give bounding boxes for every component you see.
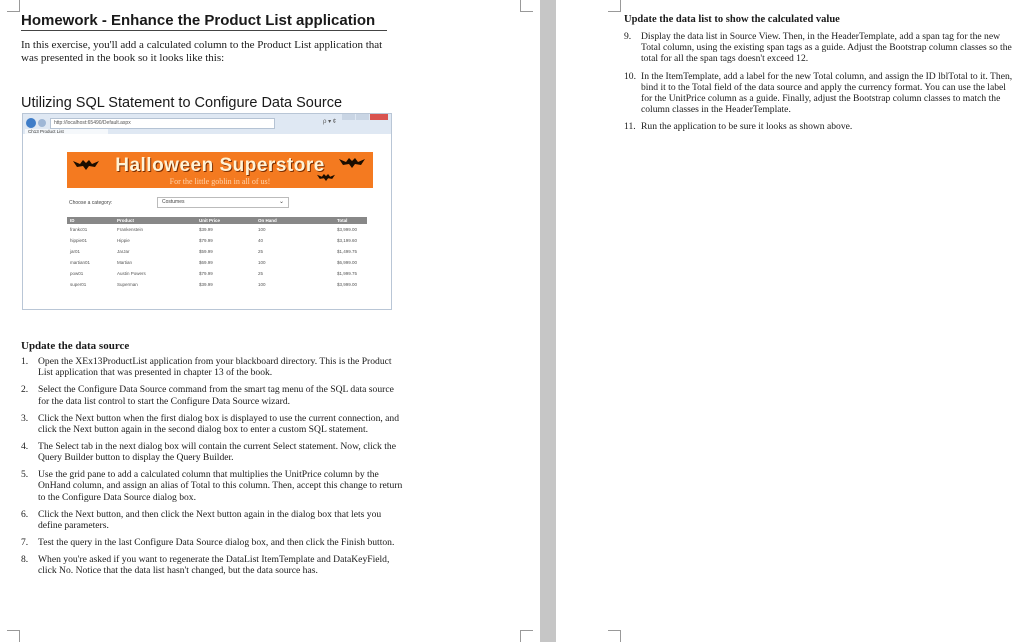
cell-id: pow01 [70, 271, 84, 276]
browser-chrome [23, 114, 391, 134]
step-number: 9. [624, 31, 632, 42]
list-item [624, 31, 1014, 65]
column-header: ID [70, 218, 75, 223]
product-grid-header [67, 217, 367, 224]
data-source-steps [21, 356, 403, 582]
cell-product: Superman [117, 282, 138, 287]
cell-total: $3,199.60 [337, 238, 358, 243]
crop-mark [520, 0, 533, 12]
step-text: Display the data list in Source View. Then, in the HeaderTemplate, add a span tag for the new Total column, using the existing span tags as a guide. Adjust the Bootstrap column classes so the total for all the span tags doesn't exceed 12. [641, 31, 1012, 65]
update-data-list-heading: Update the data list to show the calculated value [624, 14, 840, 25]
cell-total: $6,999.00 [337, 260, 358, 265]
category-dropdown [157, 197, 289, 208]
product-row [67, 259, 367, 269]
window-buttons [342, 114, 388, 120]
step-text: Click the Next button when the first dialog box is displayed to use the current connection, and click the Next button again in the second dialog box to enter a custom SQL statement. [38, 412, 400, 435]
crop-mark [608, 630, 621, 642]
address-tools-icons: ρ ▾ ¢ [323, 119, 337, 125]
product-row [67, 270, 367, 280]
browser-tab: Ch13 Product List [25, 129, 108, 134]
cell-onhand: 100 [258, 282, 266, 287]
step-number: 1. [21, 356, 29, 367]
cell-product: JarJar [117, 249, 130, 254]
step-number: 4. [21, 440, 29, 452]
list-item [21, 537, 403, 548]
step-text: In the ItemTemplate, add a label for the new Total column, and assign the ID lblTotal to it. Then, bind it to the Total field of the data source and apply the currency format. You can use the label for the UnitPrice column as a guide. Finally, adjust the Bootstrap column classes to match the column classes in the HeaderTemplate. [641, 70, 1013, 116]
cell-onhand: 25 [258, 271, 264, 276]
document-page-right [556, 0, 1024, 642]
cell-product: Frankenstein [117, 227, 144, 232]
back-arrow-icon [26, 118, 36, 128]
embedded-browser-screenshot [22, 113, 392, 310]
list-item [21, 469, 403, 503]
list-item [21, 356, 403, 378]
sql-section-heading: Utilizing SQL Statement to Configure Data Source [21, 95, 343, 111]
crop-mark [608, 0, 621, 12]
category-selected-value: Costumes [162, 199, 185, 205]
cell-id: frankc01 [70, 227, 88, 232]
step-number: 3. [21, 412, 29, 424]
cell-price: $69.99 [199, 260, 213, 265]
banner-tagline: For the little goblin in all of us! [169, 177, 271, 186]
step-number: 7. [21, 536, 29, 548]
list-item [21, 413, 403, 435]
cell-total: $3,999.00 [337, 282, 358, 287]
step-number: 8. [21, 554, 29, 566]
cell-id: hippie01 [70, 238, 88, 243]
category-label: Choose a category: [69, 200, 113, 206]
cell-price: $79.99 [199, 271, 213, 276]
crop-mark [7, 0, 20, 12]
cell-price: $59.99 [199, 249, 213, 254]
cell-onhand: 40 [258, 238, 264, 243]
step-number: 6. [21, 508, 29, 520]
column-header: Product [117, 218, 135, 223]
product-row [67, 281, 367, 291]
step-text: When you're asked if you want to regenerate the DataList ItemTemplate and DataKeyField, click No. Notice that the data list hasn't changed, but the data source has. [38, 554, 390, 577]
list-item [624, 71, 1014, 116]
column-header: On Hand [258, 218, 277, 223]
list-item [21, 554, 403, 576]
crop-mark [520, 630, 533, 642]
product-row [67, 248, 367, 258]
cell-id: jar01 [70, 249, 81, 254]
step-text: Use the grid pane to add a calculated column that multiplies the UnitPrice column by the OnHand column, and assign an alias of Total to this column. Then, accept this change to return to the Configure Data Source dialog box. [38, 469, 403, 503]
cell-product: Austin Powers [117, 271, 146, 276]
cell-price: $39.99 [199, 227, 213, 232]
step-text: Select the Configure Data Source command from the smart tag menu of the SQL data source for the data list control to start the Configure Data Source wizard. [38, 384, 394, 407]
step-text: Run the application to be sure it looks as shown above. [641, 121, 853, 133]
step-number: 10. [624, 70, 636, 82]
cell-total: $1,499.75 [337, 249, 358, 254]
list-item [21, 384, 403, 406]
cell-total: $1,999.75 [337, 271, 358, 276]
cell-price: $39.99 [199, 282, 213, 287]
list-item [624, 121, 1014, 132]
step-text: Open the XEx13ProductList application from your blackboard directory. This is the Product List application that was presented in chapter 13 of the book. [38, 356, 392, 379]
cell-price: $79.99 [199, 238, 213, 243]
step-text: Test the query in the last Configure Data Source dialog box, and then click the Finish button. [38, 536, 395, 548]
cell-total: $3,999.00 [337, 227, 358, 232]
step-number: 11. [624, 121, 636, 133]
cell-id: martian01 [70, 260, 91, 265]
step-number: 5. [21, 469, 29, 481]
step-number: 2. [21, 384, 29, 396]
forward-arrow-icon [38, 119, 46, 127]
update-data-source-heading: Update the data source [21, 340, 130, 352]
cell-onhand: 25 [258, 249, 264, 254]
list-item [21, 441, 403, 463]
column-header: Total [337, 218, 348, 223]
homework-title: Homework - Enhance the Product List application [21, 12, 387, 31]
step-text: The Select tab in the next dialog box will contain the current Select statement. Now, click the Query Builder button to display the Query Builder. [38, 440, 396, 464]
cell-product: Martian [117, 260, 133, 265]
cell-id: super01 [70, 282, 87, 287]
product-row [67, 237, 367, 247]
address-bar: http://localhost:65490/Default.aspx [50, 118, 275, 129]
data-list-steps [624, 31, 1014, 139]
list-item [21, 509, 403, 531]
column-header: Unit Price [199, 218, 221, 223]
crop-mark [7, 630, 20, 642]
cell-onhand: 100 [258, 260, 266, 265]
cell-product: Hippie [117, 238, 130, 243]
intro-paragraph: In this exercise, you'll add a calculated column to the Product List application that was presented in the book so it looks like this: [21, 39, 383, 64]
step-text: Click the Next button, and then click the Next button again in the dialog box that lets you define parameters. [38, 508, 382, 531]
product-row [67, 226, 367, 236]
chevron-down-icon: ⌄ [278, 199, 284, 205]
banner-title: Halloween Superstore [115, 155, 325, 176]
halloween-banner [67, 152, 373, 188]
cell-onhand: 100 [258, 227, 266, 232]
